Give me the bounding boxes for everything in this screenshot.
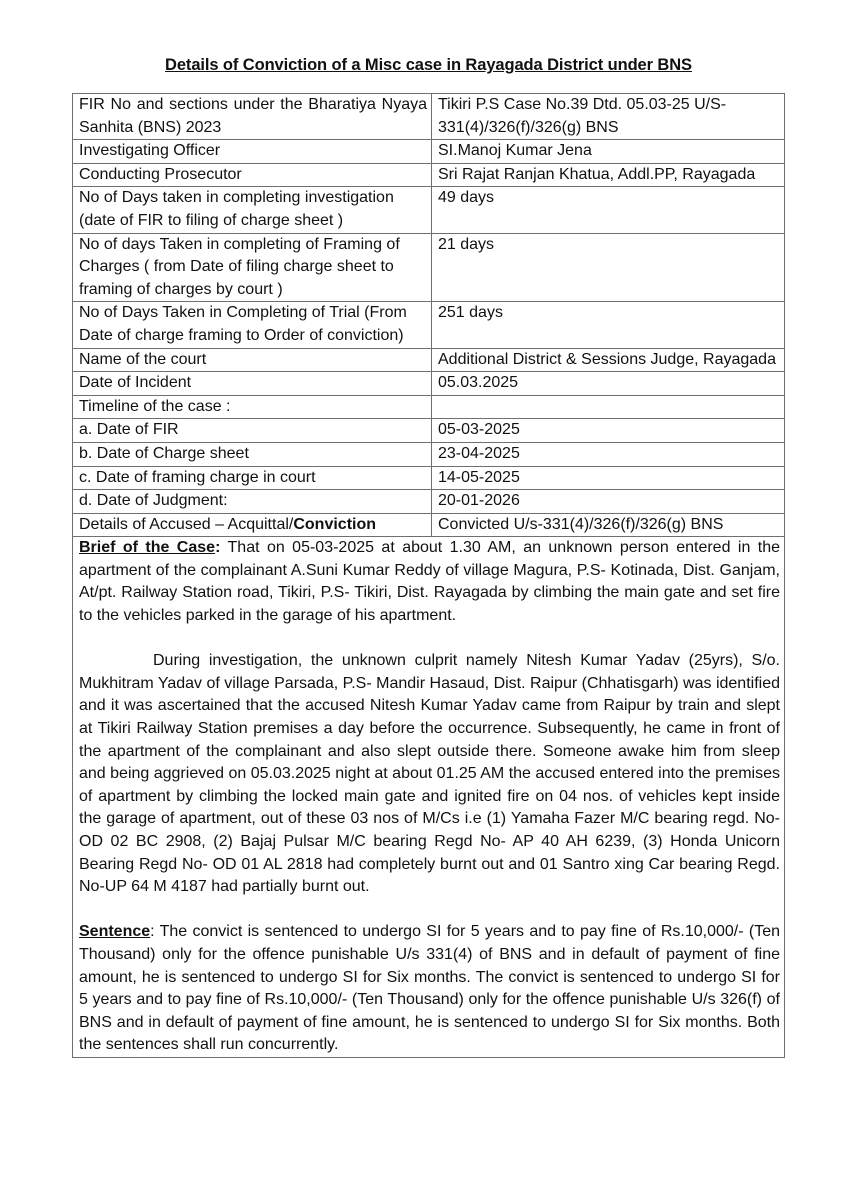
table-row (73, 233, 785, 302)
table-row-accused (73, 513, 785, 537)
sentence-paragraph (79, 921, 780, 1057)
row-label: d. Date of Judgment: (73, 490, 432, 514)
row-label: FIR No and sections under the Bharatiya Nyaya Sanhita (BNS) 2023 (73, 94, 432, 140)
row-value: 21 days (432, 233, 785, 302)
row-value (432, 395, 785, 419)
row-value: 49 days (432, 187, 785, 233)
table-row (73, 395, 785, 419)
row-label: c. Date of framing charge in court (73, 466, 432, 490)
brief-heading: Brief of the Case (79, 539, 216, 557)
table-row (73, 490, 785, 514)
sentence-heading: Sentence (79, 923, 151, 941)
table-row (73, 302, 785, 348)
row-value: 14-05-2025 (432, 466, 785, 490)
table-row (73, 348, 785, 372)
row-value: 20-01-2026 (432, 490, 785, 514)
accused-label-prefix: Details of Accused – Acquittal/ (79, 515, 294, 533)
table-row (73, 187, 785, 233)
row-value: 05-03-2025 (432, 419, 785, 443)
brief-paragraph (79, 537, 780, 627)
row-label: No of days Taken in completing of Framing of Charges ( from Date of filing charge sheet to framing of charges by court ) (73, 233, 432, 302)
table-row (73, 140, 785, 164)
row-value: Tikiri P.S Case No.39 Dtd. 05.03-25 U/S-331(4)/326(f)/326(g) BNS (432, 94, 785, 140)
row-value: Additional District & Sessions Judge, Rayagada (432, 348, 785, 372)
table-row-brief (73, 537, 785, 1058)
row-value: Convicted U/s-331(4)/326(f)/326(g) BNS (432, 513, 785, 537)
spacer (79, 899, 780, 922)
row-label: Timeline of the case : (73, 395, 432, 419)
row-value: Sri Rajat Ranjan Khatua, Addl.PP, Rayagada (432, 163, 785, 187)
brief-separator: : (215, 539, 221, 557)
table-row (73, 372, 785, 396)
row-value: 251 days (432, 302, 785, 348)
row-label: b. Date of Charge sheet (73, 442, 432, 466)
row-label: No of Days taken in completing investigation (date of FIR to filing of charge sheet ) (73, 187, 432, 233)
row-value: SI.Manoj Kumar Jena (432, 140, 785, 164)
table-row (73, 419, 785, 443)
row-value: 23-04-2025 (432, 442, 785, 466)
row-label: Investigating Officer (73, 140, 432, 164)
row-label: Conducting Prosecutor (73, 163, 432, 187)
sentence-text: : The convict is sentenced to undergo SI for 5 years and to pay fine of Rs.10,000/- (Ten Thousand) only for the offence punishable U/s 331(4) of BNS and in default of payment of fine amount, he is sentenced to undergo SI for Six months. The convict is sentenced to undergo SI for 5 years and to pay fine of Rs.10,000/- (Ten Thousand) only for the offence punishable U/s 326(f) of BNS and in default of payment of fine amount, he is sentenced to undergo SI for Six months. Both the sentences shall run concurrently. (79, 923, 780, 1054)
row-label: a. Date of FIR (73, 419, 432, 443)
page-title: Details of Conviction of a Misc case in Rayagada District under BNS (165, 56, 692, 74)
row-label (73, 513, 432, 537)
table-row (73, 163, 785, 187)
table-row (73, 466, 785, 490)
investigation-paragraph: During investigation, the unknown culprit namely Nitesh Kumar Yadav (25yrs), S/o. Mukhitram Yadav of village Parsada, P.S- Mandir Hasaud, Dist. Raipur (Chhatisgarh) was identified and it was ascertained that the accused Nitesh Kumar Yadav came from Raipur by train and slept at Tikiri Railway Station premises a day before the occurrence. Subsequently, he came in front of the apartment of the complainant and also slept outside there. Someone awake him from sleep and being aggrieved on 05.03.2025 night at about 01.25 AM the accused entered into the premises of apartment by climbing the locked main gate and ignited fire on 04 nos. of vehicles kept inside the garage of apartment, out of these 03 nos of M/Cs i.e (1) Yamaha Fazer M/C bearing regd. No-OD 02 BC 2908, (2) Bajaj Pulsar M/C bearing Regd No- AP 40 AH 6239, (3) Honda Unicorn Bearing Regd No- OD 01 AL 2818 had completely burnt out and 01 Santro xing Car bearing Regd. No-UP 64 M 4187 had partially burnt out. (79, 652, 780, 896)
spacer (79, 628, 780, 651)
brief-text: That on 05-03-2025 at about 1.30 AM, an unknown person entered in the apartment of the complainant A.Suni Kumar Reddy of village Magura, P.S- Kotinada, Dist. Ganjam, At/pt. Railway Station road, Tikiri, P.S- Tikiri, Dist. Rayagada by climbing the main gate and set fire to the vehicles parked in the garage of his apartment. (79, 539, 781, 625)
table-row (73, 94, 785, 140)
accused-label-bold: Conviction (293, 515, 377, 533)
row-label: Date of Incident (73, 372, 432, 396)
row-value: 05.03.2025 (432, 372, 785, 396)
case-details-table (72, 93, 785, 1058)
brief-cell (73, 537, 785, 1058)
table-row (73, 442, 785, 466)
row-label: Name of the court (73, 348, 432, 372)
row-label: No of Days Taken in Completing of Trial (From Date of charge framing to Order of conviction) (73, 302, 432, 348)
